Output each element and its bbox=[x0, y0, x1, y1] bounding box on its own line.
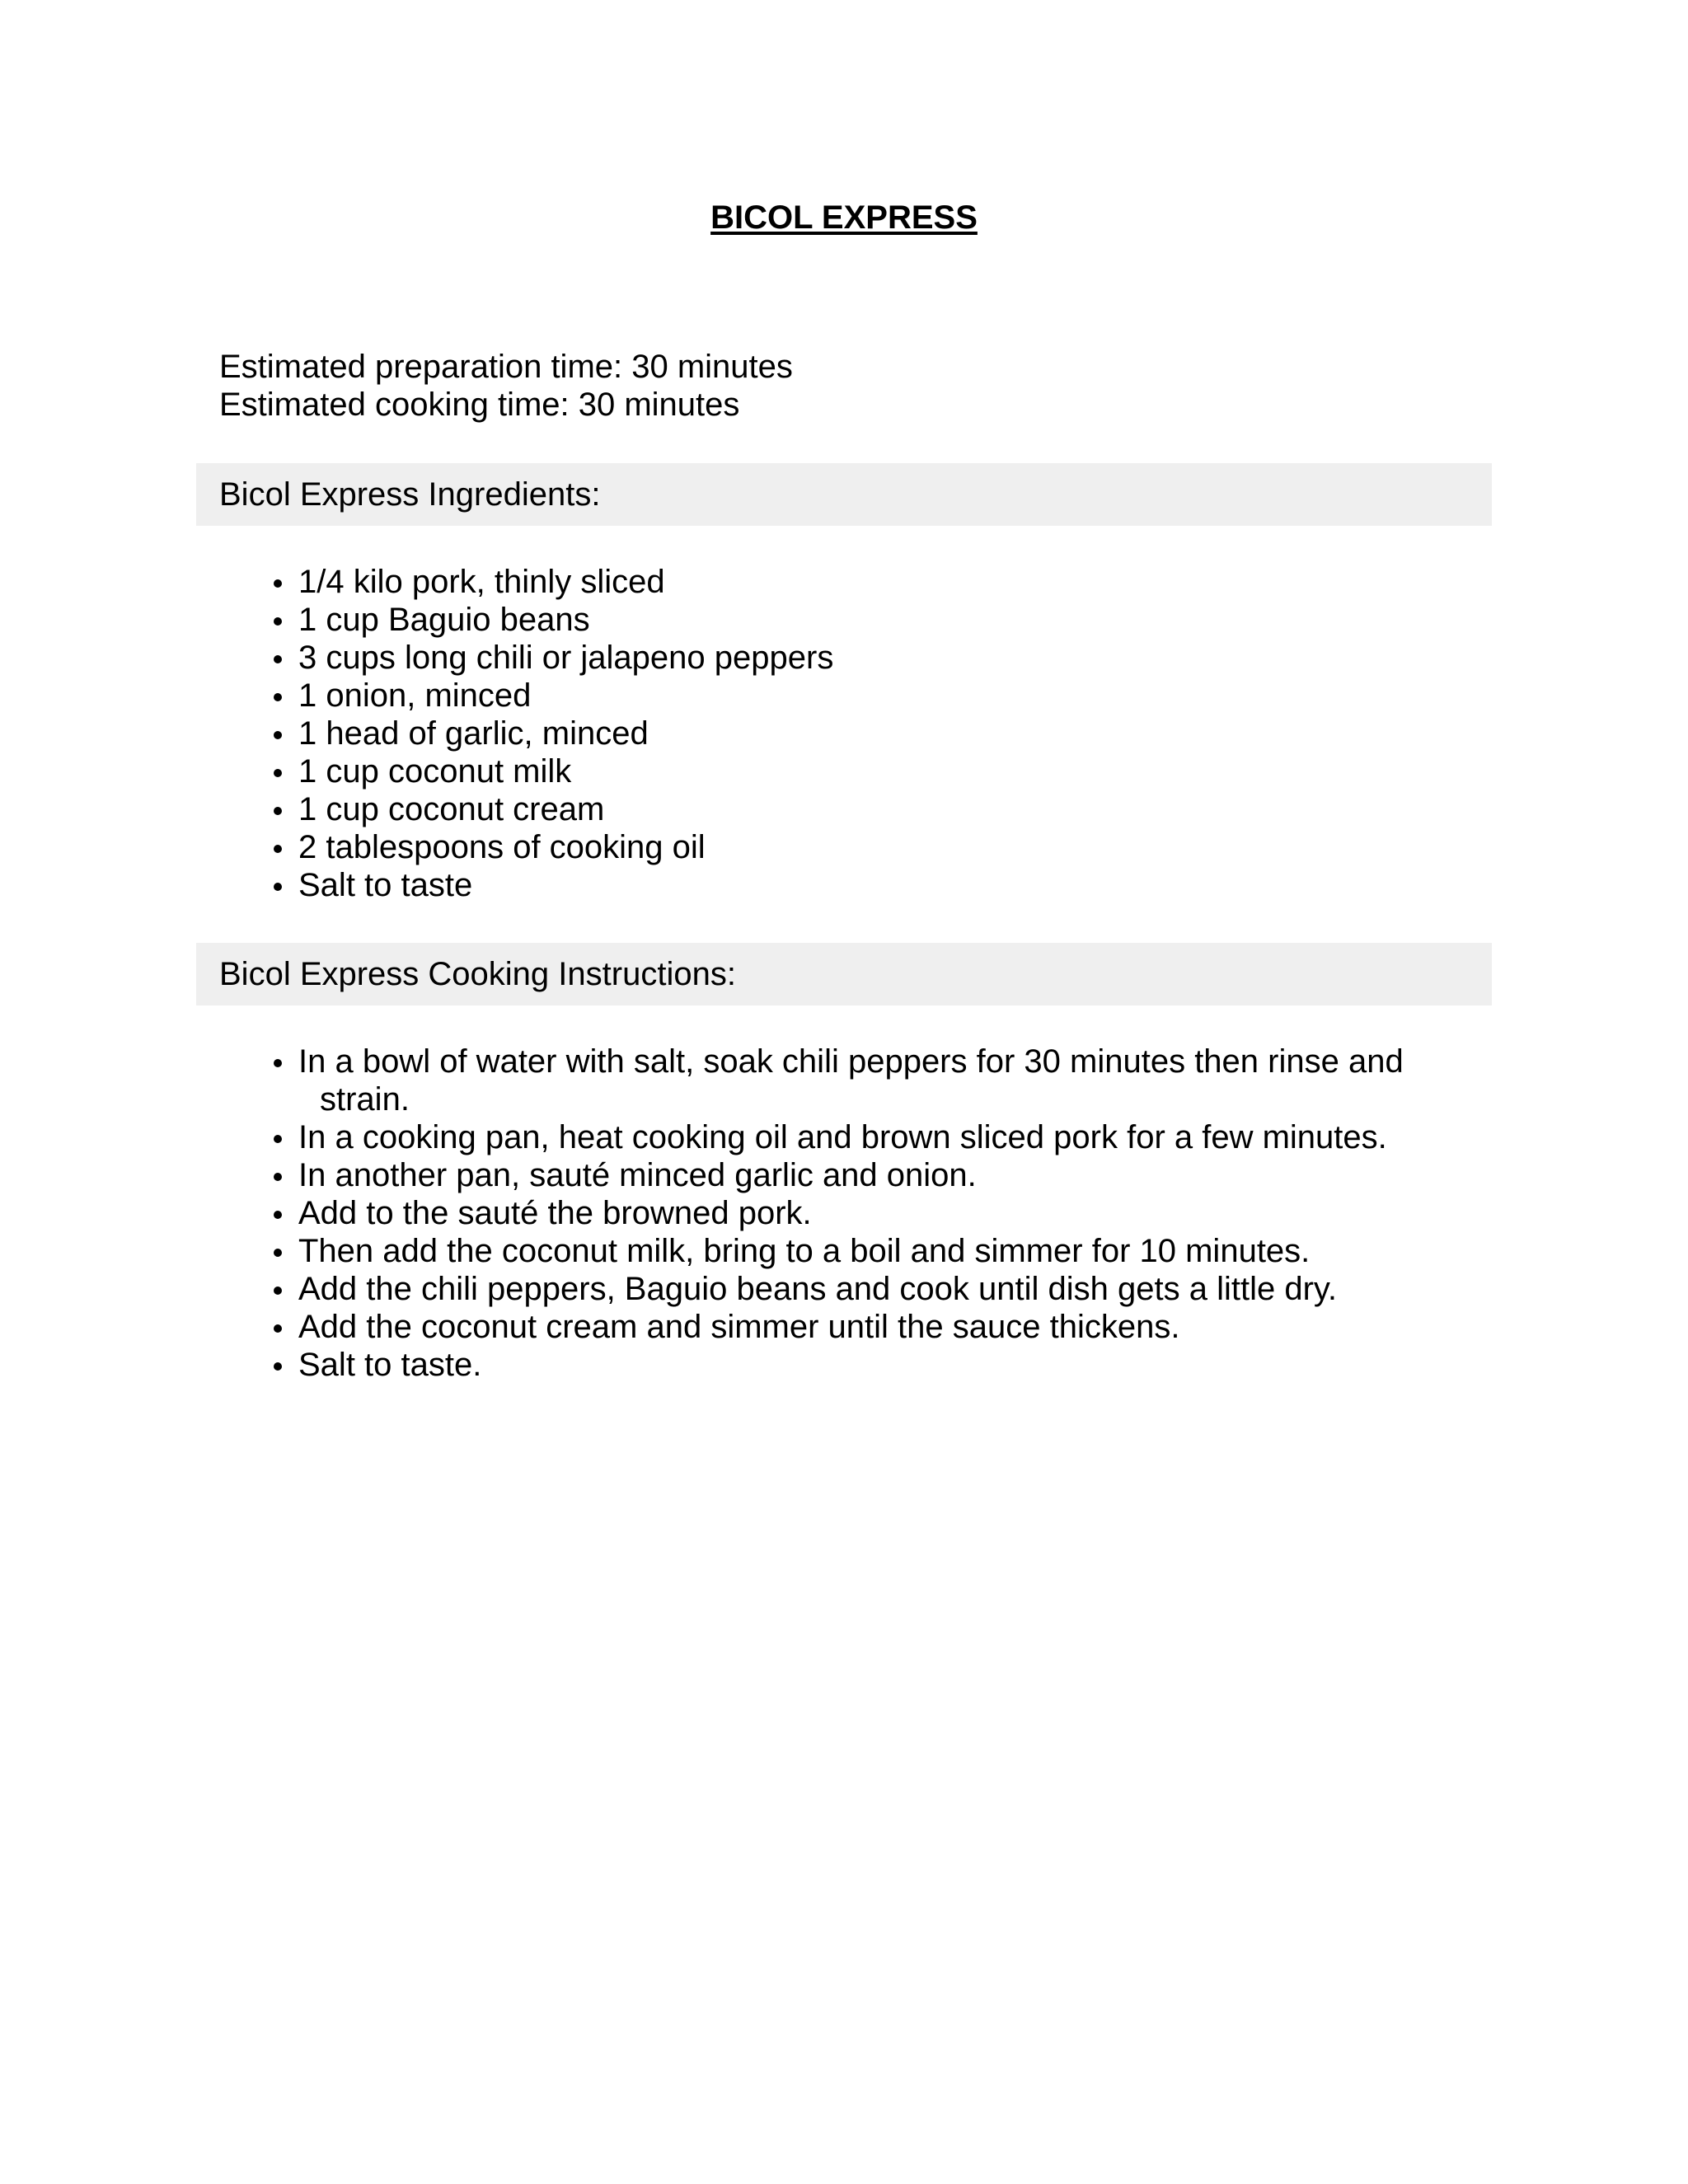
page-title: BICOL EXPRESS bbox=[710, 199, 978, 236]
list-item: Then add the coconut milk, bring to a boil and simmer for 10 minutes. bbox=[298, 1232, 1469, 1270]
list-item: 1 cup coconut milk bbox=[298, 752, 1469, 790]
ingredients-list bbox=[298, 563, 1469, 904]
list-item: 1/4 kilo pork, thinly sliced bbox=[298, 563, 1469, 601]
list-item: 1 head of garlic, minced bbox=[298, 715, 1469, 752]
list-item: Add the coconut cream and simmer until the sauce thickens. bbox=[298, 1308, 1469, 1346]
list-item: Salt to taste. bbox=[298, 1346, 1469, 1384]
list-item: 2 tablespoons of cooking oil bbox=[298, 828, 1469, 866]
instructions-list bbox=[298, 1043, 1469, 1384]
list-item: 1 cup coconut cream bbox=[298, 790, 1469, 828]
list-item: 1 cup Baguio beans bbox=[298, 601, 1469, 639]
list-item: In a cooking pan, heat cooking oil and brown sliced pork for a few minutes. bbox=[298, 1118, 1469, 1156]
instructions-header: Bicol Express Cooking Instructions: bbox=[196, 943, 1492, 1005]
list-item: Add to the sauté the browned pork. bbox=[298, 1194, 1469, 1232]
list-item: Salt to taste bbox=[298, 866, 1469, 904]
list-item: In another pan, sauté minced garlic and onion. bbox=[298, 1156, 1469, 1194]
time-estimates bbox=[219, 348, 793, 424]
ingredients-header: Bicol Express Ingredients: bbox=[196, 463, 1492, 526]
list-item: Add the chili peppers, Baguio beans and cook until dish gets a little dry. bbox=[298, 1270, 1469, 1308]
list-item: 3 cups long chili or jalapeno peppers bbox=[298, 639, 1469, 677]
instruction-text-continued: strain. bbox=[320, 1081, 410, 1118]
instruction-text: In a bowl of water with salt, soak chili peppers for 30 minutes then rinse and bbox=[298, 1043, 1404, 1080]
cook-time: Estimated cooking time: 30 minutes bbox=[219, 387, 740, 423]
prep-time: Estimated preparation time: 30 minutes bbox=[219, 349, 793, 385]
list-item: 1 onion, minced bbox=[298, 677, 1469, 715]
list-item bbox=[298, 1043, 1469, 1118]
